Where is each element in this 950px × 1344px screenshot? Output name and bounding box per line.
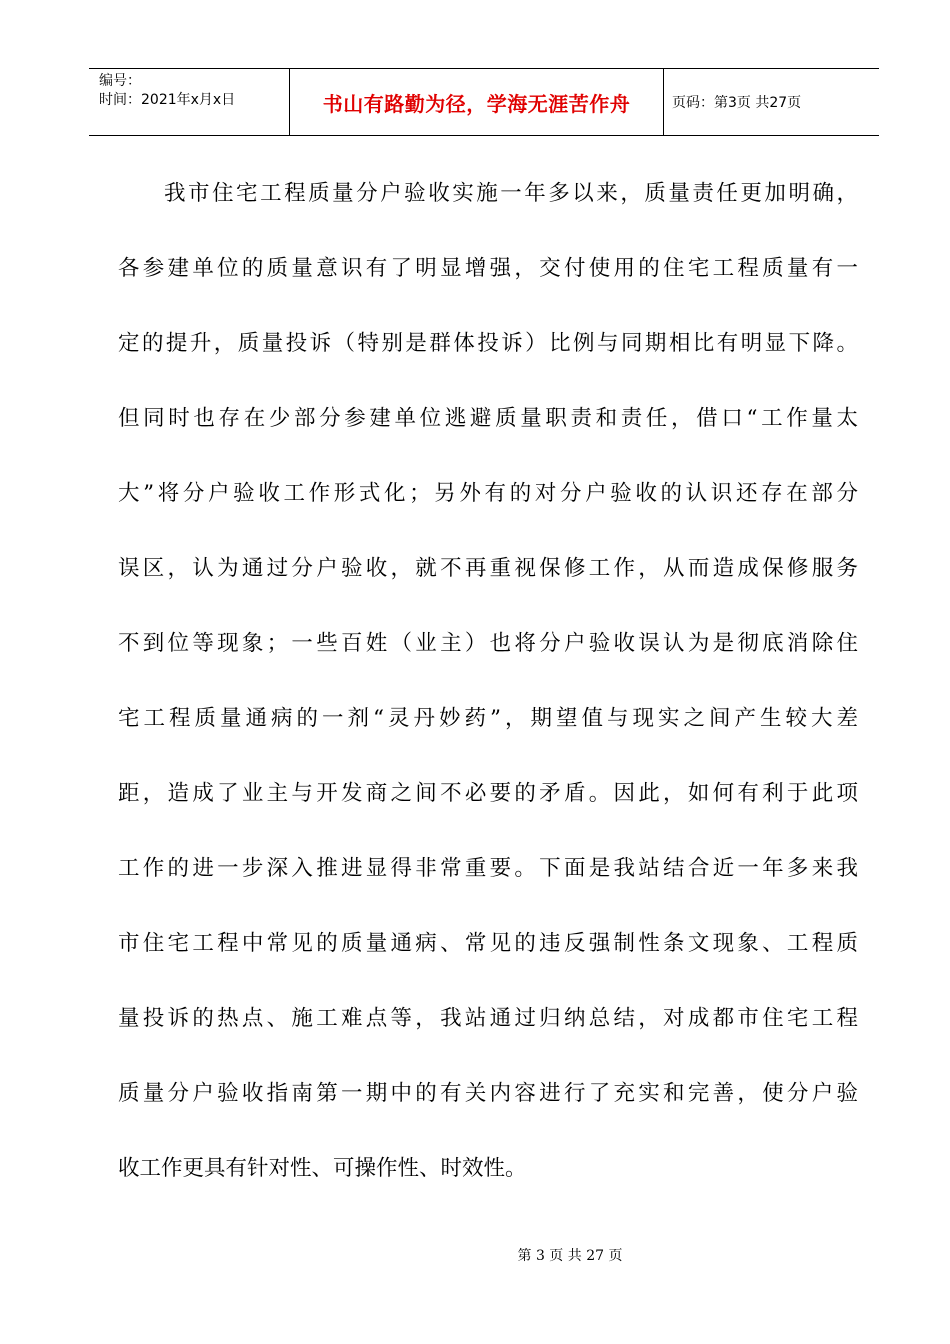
- document-number-label: 编号：: [99, 73, 141, 89]
- body-paragraph: [118, 174, 858, 1224]
- body-line: 质量分户验收指南第一期中的有关内容进行了充实和完善，使分户验: [118, 1081, 858, 1106]
- document-time-label: 时间：2021年x月x日: [99, 92, 236, 108]
- header-motto-cell: [290, 69, 664, 135]
- footer-page-number: 第 3 页 共 27 页: [517, 1248, 623, 1264]
- header-page-code: 页码：第3页 共27页: [672, 95, 802, 111]
- body-line: 工作的进一步深入推进显得非常重要。下面是我站结合近一年多来我: [118, 856, 858, 881]
- body-line: 各参建单位的质量意识有了明显增强，交付使用的住宅工程质量有一: [118, 256, 858, 281]
- body-line: 误区，认为通过分户验收，就不再重视保修工作，从而造成保修服务: [118, 556, 858, 581]
- body-line: 大”将分户验收工作形式化；另外有的对分户验收的认识还存在部分: [118, 481, 858, 506]
- page-footer: [0, 1245, 950, 1265]
- body-line: 我市住宅工程质量分户验收实施一年多以来，质量责任更加明确，: [164, 181, 858, 206]
- body-line: 市住宅工程中常见的质量通病、常见的违反强制性条文现象、工程质: [118, 931, 858, 956]
- body-line: 距，造成了业主与开发商之间不必要的矛盾。因此，如何有利于此项: [118, 781, 858, 806]
- body-line: 但同时也存在少部分参建单位逃避质量职责和责任，借口“工作量太: [118, 406, 858, 431]
- header-meta-cell: [89, 69, 290, 135]
- header-motto: 书山有路勤为径，学海无涯苦作舟: [322, 91, 631, 116]
- body-line: 量投诉的热点、施工难点等，我站通过归纳总结，对成都市住宅工程: [118, 1006, 858, 1031]
- body-line: 收工作更具有针对性、可操作性、时效性。: [118, 1156, 527, 1181]
- body-line: 宅工程质量通病的一剂“灵丹妙药”，期望值与现实之间产生较大差: [118, 706, 858, 731]
- header-page-code-cell: [664, 69, 879, 135]
- body-line: 定的提升，质量投诉（特别是群体投诉）比例与同期相比有明显下降。: [118, 331, 858, 356]
- page-header: [89, 68, 879, 136]
- body-line: 不到位等现象；一些百姓（业主）也将分户验收误认为是彻底消除住: [118, 631, 858, 656]
